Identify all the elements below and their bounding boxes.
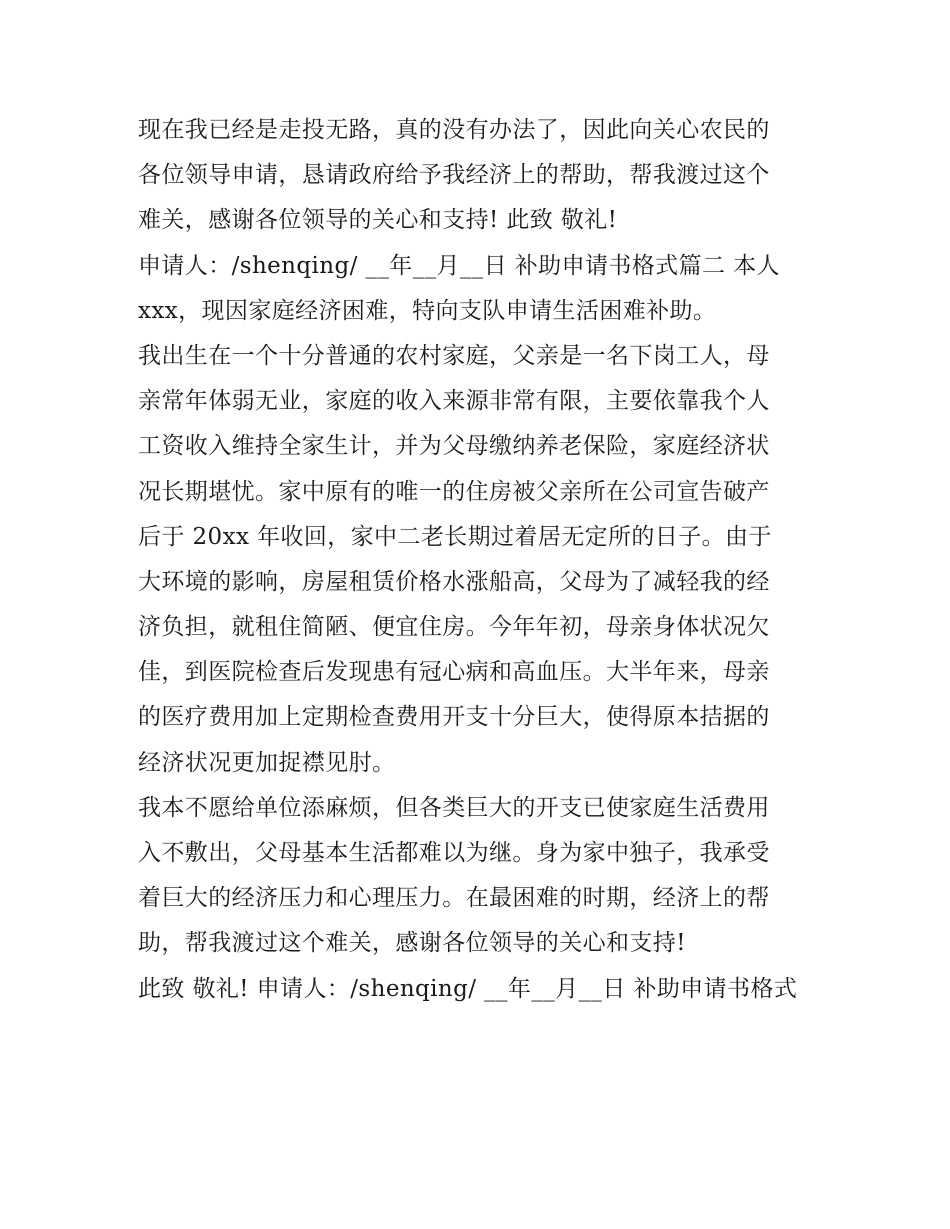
text-line: 此致 敬礼! 申请人：/shenqing/ __年__月__日 补助申请书格式 <box>138 975 798 1002</box>
document-body <box>138 108 814 1012</box>
text-line: 申请人：/shenqing/ __年__月__日 补助申请书格式篇二 本人 <box>138 252 780 279</box>
text-line: 我本不愿给单位添麻烦，但各类巨大的开支已使家庭生活费用 <box>138 794 770 821</box>
text-line: 现在我已经是走投无路，真的没有办法了，因此向关心农民的 <box>138 117 770 143</box>
text-line: 着巨大的经济压力和心理压力。在最困难的时期，经济上的帮 <box>138 885 770 912</box>
text-line: 佳，到医院检查后发现患有冠心病和高血压。大半年来，母亲 <box>138 659 770 686</box>
text-line: 各位领导申请，恳请政府给予我经济上的帮助，帮我渡过这个 <box>138 162 770 189</box>
text-line: 亲常年体弱无业，家庭的收入来源非常有限，主要依靠我个人 <box>138 388 770 415</box>
text-line: 后于 20xx 年收回，家中二老长期过着居无定所的日子。由于 <box>138 523 772 550</box>
text-line: 的医疗费用加上定期检查费用开支十分巨大，使得原本拮据的 <box>138 704 770 731</box>
text-line: 助，帮我渡过这个难关，感谢各位领导的关心和支持! <box>138 930 686 957</box>
text-line: 大环境的影响，房屋租赁价格水涨船高，父母为了减轻我的经 <box>138 568 770 595</box>
text-line: 我出生在一个十分普通的农村家庭，父亲是一名下岗工人，母 <box>138 342 770 369</box>
text-line: 济负担，就租住简陋、便宜住房。今年年初，母亲身体状况欠 <box>138 614 770 641</box>
text-line: 入不敷出，父母基本生活都难以为继。身为家中独子，我承受 <box>138 840 770 866</box>
text-line: xxx，现因家庭经济困难，特向支队申请生活困难补助。 <box>138 297 717 324</box>
text-line: 经济状况更加捉襟见肘。 <box>138 749 396 776</box>
text-line: 工资收入维持全家生计，并为父母缴纳养老保险，家庭经济状 <box>138 433 770 460</box>
text-line: 况长期堪忧。家中原有的唯一的住房被父亲所在公司宣告破产 <box>138 478 770 505</box>
text-line: 难关，感谢各位领导的关心和支持! 此致 敬礼! <box>138 207 618 234</box>
